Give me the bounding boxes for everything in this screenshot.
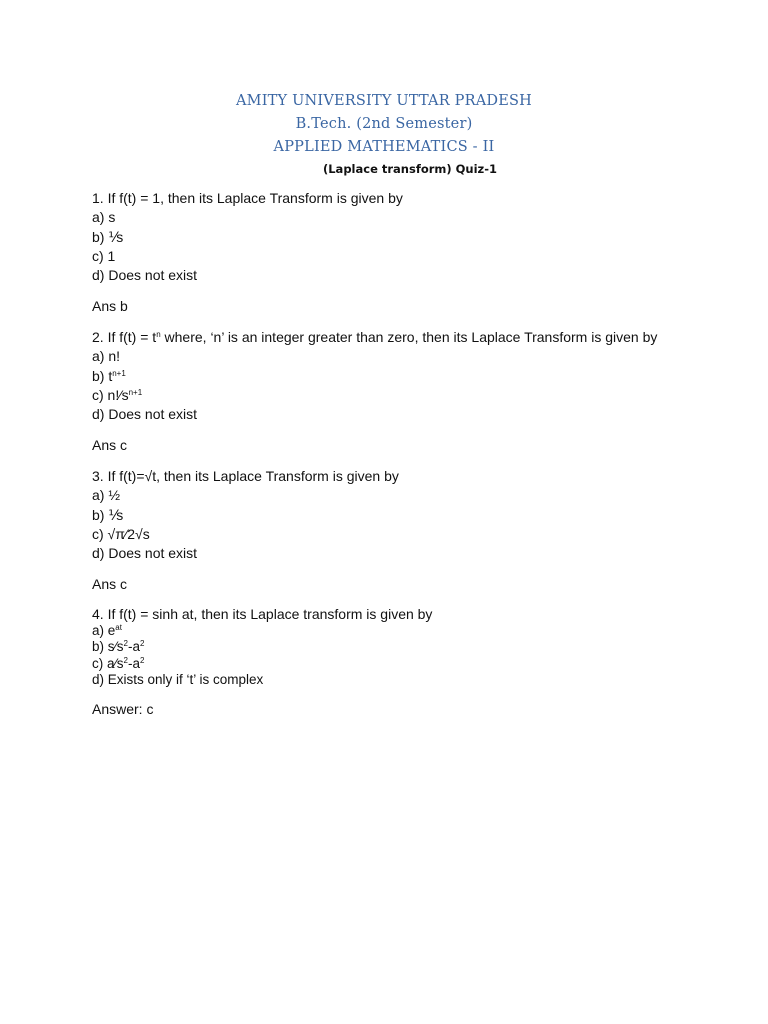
option-c: c) √π⁄2√s [92,525,150,542]
answer: Ans b [92,297,128,314]
option-a-text: a) e [92,622,116,638]
stem-superscript: n [156,329,161,339]
option-d: d) Does not exist [92,267,198,284]
question-2 [92,328,672,455]
option-b-superscript-1: 2 [123,639,128,649]
university-title: AMITY UNIVERSITY UTTAR PRADESH [236,93,532,109]
option-b-superscript: n+1 [112,368,126,378]
quiz-content [92,189,672,731]
answer: Ans c [92,575,128,592]
stem-suffix: where, ‘n’ is an integer greater than zero, then its Laplace Transform is given by [160,328,658,345]
course-title: APPLIED MATHEMATICS - II [273,139,495,155]
question-stem: 1. If f(t) = 1, then its Laplace Transform is given by [92,190,403,206]
option-a: a) s [92,209,116,226]
question-stem: 3. If f(t)=√t, then its Laplace Transform is given by [92,467,399,484]
answer: Ans c [92,436,128,453]
option-c-text: c) a⁄s [92,655,124,671]
option-b: b) ⅟s [92,506,124,523]
question-1 [92,189,672,316]
option-a: a) n! [92,348,121,365]
question-stem [92,328,672,347]
stem-prefix: 2. If f(t) = t [92,328,157,345]
option-c-superscript-1: 2 [123,655,128,665]
option-d: d) Does not exist [92,545,198,562]
option-b-text: b) s⁄s [92,639,124,655]
option-c-superscript: n+1 [128,387,143,397]
option-b-superscript-2: 2 [139,639,145,649]
option-b-text: b) t [92,367,113,384]
option-c-text: c) n!⁄s [92,386,129,403]
question-stem: 4. If f(t) = sinh at, then its Laplace transform is given by [92,605,433,622]
quiz-title: (Laplace transform) Quiz-1 [322,162,498,176]
option-b-middle: -a [127,639,140,655]
option-d: d) Does not exist [92,406,198,423]
option-b [92,367,672,386]
document-header [0,90,768,178]
program-title: B.Tech. (2nd Semester) [295,116,473,132]
option-c [92,656,672,672]
answer: Answer: c [92,701,154,718]
option-c-superscript-2: 2 [139,655,145,665]
question-3 [92,467,672,594]
option-b: b) ⅟s [92,228,124,245]
option-b [92,639,672,655]
option-a: a) ½ [92,487,121,504]
option-d: d) Exists only if ‘t’ is complex [92,672,264,688]
option-c-middle: -a [127,655,140,671]
option-c [92,386,672,405]
option-a-superscript: at [115,622,122,632]
question-4 [92,606,672,719]
option-c: c) 1 [92,247,116,264]
option-a [92,623,672,639]
